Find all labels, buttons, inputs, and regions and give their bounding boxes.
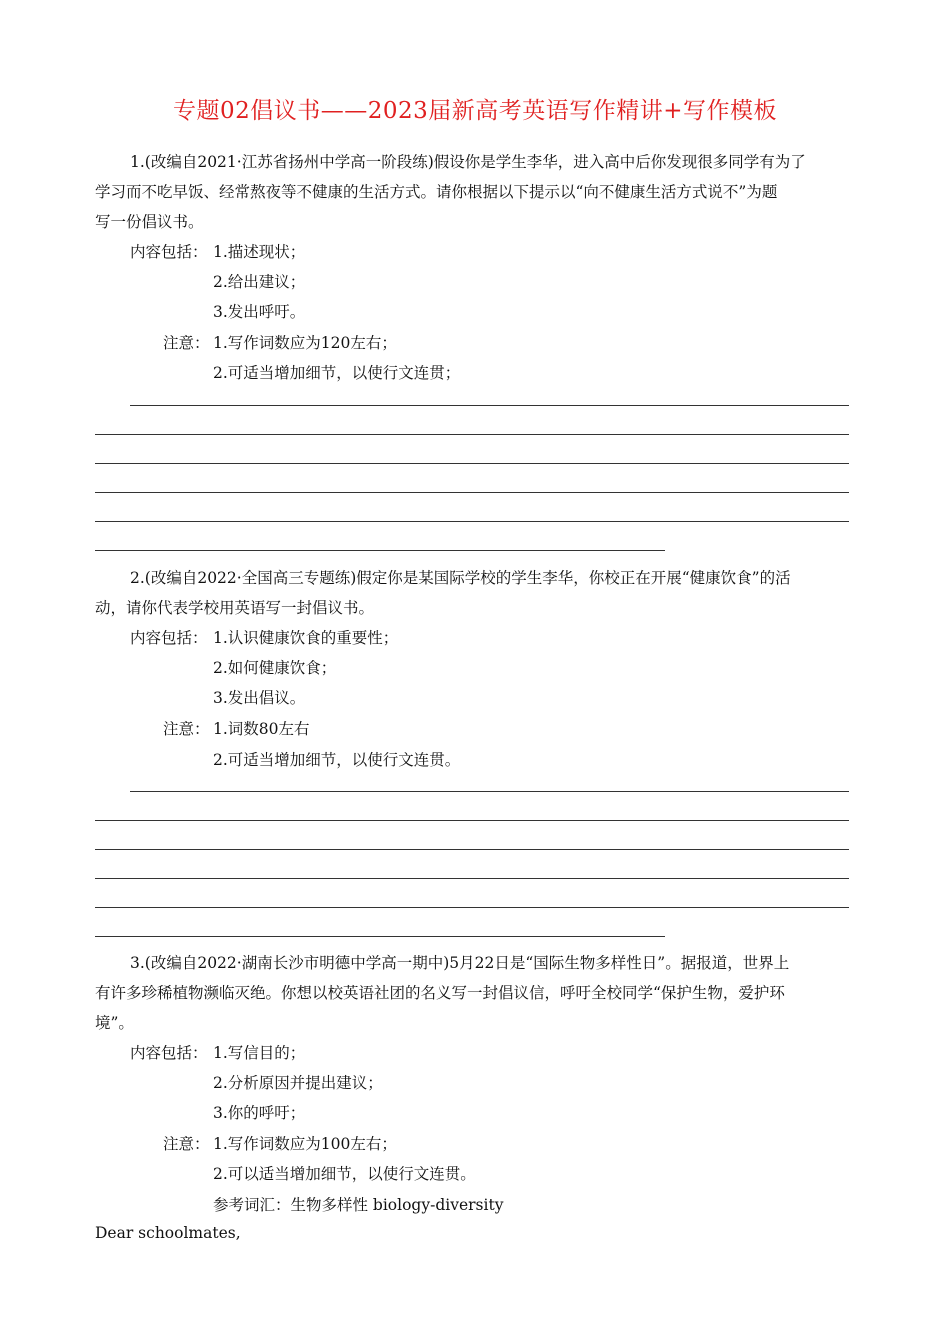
- q1-answer-line-5: [95, 521, 849, 522]
- q1-content-label: 内容包括：: [130, 243, 208, 261]
- q2-note-item-1: 1.词数80左右: [213, 720, 310, 738]
- q2-note-label: 注意：: [163, 720, 210, 738]
- q1-answer-line-4: [95, 492, 849, 493]
- q1-answer-line-2: [95, 434, 849, 435]
- q3-prompt-line-2: 有许多珍稀植物濒临灭绝。你想以校英语社团的名义写一封倡议信，呼吁全校同学“保护生物，爱护环: [95, 984, 785, 1002]
- q2-note-item-2: 2.可适当增加细节，以使行文连贯。: [213, 751, 461, 769]
- q1-content-item-2: 2.给出建议；: [213, 273, 306, 291]
- q1-content-item-1: 1.描述现状；: [213, 243, 306, 261]
- q3-prompt-line-1: 3.(改编自2022·湖南长沙市明德中学高一期中)5月22日是“国际生物多样性日”。据报道，世界上: [130, 954, 790, 972]
- q2-content-item-2: 2.如何健康饮食；: [213, 659, 337, 677]
- q3-content-label: 内容包括：: [130, 1044, 208, 1062]
- q2-content-item-1: 1.认识健康饮食的重要性；: [213, 629, 399, 647]
- q3-content-item-3: 3.你的呼吁；: [213, 1104, 306, 1122]
- q2-prompt-line-1: 2.(改编自2022·全国高三专题练)假定你是某国际学校的学生李华，你校正在开展“健康饮食”的活: [130, 569, 791, 587]
- q3-content-item-1: 1.写信目的；: [213, 1044, 306, 1062]
- q1-content-item-3: 3.发出呼吁。: [213, 303, 306, 321]
- document-title: 专题02倡议书——2023届新高考英语写作精讲+写作模板: [172, 98, 778, 124]
- q1-answer-line-3: [95, 463, 849, 464]
- q3-note-item-1: 1.写作词数应为100左右；: [213, 1135, 397, 1153]
- q2-answer-line-4: [95, 878, 849, 879]
- q3-vocab-hint: 参考词汇：生物多样性 biology-diversity: [213, 1196, 504, 1214]
- q1-prompt-line-3: 写一份倡议书。: [95, 213, 204, 231]
- q2-answer-line-6: [95, 936, 665, 937]
- q3-content-item-2: 2.分析原因并提出建议；: [213, 1074, 383, 1092]
- q3-prompt-line-3: 境”。: [95, 1014, 134, 1032]
- q1-answer-line-1: [130, 405, 849, 406]
- q1-answer-line-6: [95, 550, 665, 551]
- q2-answer-line-1: [130, 791, 849, 792]
- q2-content-item-3: 3.发出倡议。: [213, 689, 306, 707]
- q3-note-item-2: 2.可以适当增加细节，以使行文连贯。: [213, 1165, 476, 1183]
- q2-answer-line-2: [95, 820, 849, 821]
- q3-note-label: 注意：: [163, 1135, 210, 1153]
- q3-letter-greeting: Dear schoolmates,: [95, 1224, 241, 1242]
- q1-note-label: 注意：: [163, 334, 210, 352]
- q1-prompt-line-2: 学习而不吃早饭、经常熬夜等不健康的生活方式。请你根据以下提示以“向不健康生活方式说不”为题: [95, 183, 778, 201]
- q2-answer-line-3: [95, 849, 849, 850]
- q2-content-label: 内容包括：: [130, 629, 208, 647]
- q1-note-item-2: 2.可适当增加细节，以使行文连贯；: [213, 364, 461, 382]
- q1-note-item-1: 1.写作词数应为120左右；: [213, 334, 397, 352]
- q2-answer-line-5: [95, 907, 849, 908]
- q2-prompt-line-2: 动，请你代表学校用英语写一封倡议书。: [95, 599, 375, 617]
- q1-prompt-line-1: 1.(改编自2021·江苏省扬州中学高一阶段练)假设你是学生李华，进入高中后你发现很多同学有为了: [130, 153, 806, 171]
